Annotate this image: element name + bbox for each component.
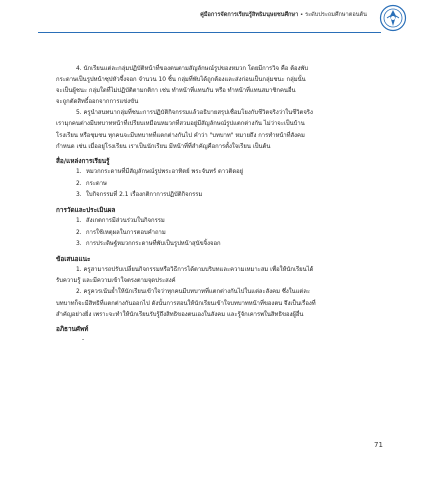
- header-title-sub: • ระดับประถมศึกษาตอนต้น: [298, 12, 367, 18]
- page-header: [0, 4, 427, 30]
- text-line: 1. ครูสามารถปรับเปลี่ยนกิจกรรมหรือวิธีการได้ตามบริบทและความเหมาะสม เพื่อให้นักเรียนได้: [76, 267, 314, 274]
- text-line: 5. ครูนำสนทนากลุ่มที่ชนะการปฏิบัติกิจกรรมแล้วอธิบายสรุปเชื่อมโยงกับชีวิตจริงว่าในชีวิตจริง: [76, 110, 313, 117]
- text-line: 4. นักเรียนแต่ละกลุ่มปฏิบัติหน้าที่ของตนตามสัญลักษณ์รูปของหมวก โดยมีการวิจ คือ ต้องพับ: [76, 66, 309, 72]
- glossary-heading: อภิธานศัพท์: [56, 324, 89, 333]
- header-title-main: คู่มือการจัดการเรียนรู้สิทธิมนุษยชนศึกษา: [200, 12, 299, 18]
- header-title: [200, 11, 367, 19]
- text-line: 2. ครูควรเน้นย้ำให้นักเรียนเข้าใจว่าทุกคนมีบทบาทที่แตกต่างกันไปในแต่ละสังคม ซึ่งในแต่ละ: [76, 289, 311, 296]
- activity-step-5: [56, 108, 376, 152]
- materials-heading: สื่อ/แหล่งการเรียนรู้: [56, 156, 110, 165]
- text-line: บทบาทก็จะมีสิทธิที่แตกต่างกันออกไป ดังนั้นการสอนให้นักเรียนเข้าใจบทบาทหน้าที่ของตน จึงเป็นเรื่องที่: [56, 300, 316, 307]
- suggestions-heading: ข้อเสนอแนะ: [56, 254, 91, 263]
- text-line: สำคัญอย่างยิ่ง เพราะจะทำให้นักเรียนรับรู้ถึงสิทธิของตนเองในสังคม และรู้จักเคารพในสิทธิของผู้อื่น: [56, 311, 304, 318]
- list-item: 2. กระดาษ: [76, 180, 107, 187]
- seal-logo-icon: [379, 4, 407, 32]
- suggestion-1: [56, 265, 376, 287]
- list-item: 2. การใช้เหตุผลในการตอบคำถาม: [76, 229, 166, 236]
- list-item: 1. สังเกตการมีส่วนร่วมในกิจกรรม: [76, 218, 165, 225]
- materials-list: [56, 167, 376, 202]
- activity-step-4: [56, 64, 376, 108]
- text-line: จะเป็นผู้ชนะ กลุ่มใดที่ไม่ปฏิบัติตามกติกา เช่น ทำหน้าที่แทนกัน หรือ ทำหน้าที่แทนสมาชิกคนอื่น: [56, 88, 296, 95]
- text-line: รับความรู้ และมีความเข้าใจตรงตามจุดประสงค์: [56, 278, 176, 285]
- text-line: กระดาษเป็นรูปหน้าซุปหัวจึ้งจอก จำนวน 10 ชิ้น กลุ่มที่พับได้ถูกต้องและส่งก่อนเป็นกลุ่มชนะ กลุ่มนั้น: [56, 77, 306, 84]
- text-line: จะถูกตัดสิทธิ์ออกจากการแข่งขัน: [56, 99, 139, 106]
- text-line: โรงเรียน หรือชุมชน ทุกคนจะมีบทบาทที่แตกต่างกันไป คำว่า "บทบาท" หมายถึง การทำหน้าที่สังคม: [56, 132, 305, 139]
- header-rule: [38, 32, 381, 33]
- list-item: 1. หมวกกระดาษที่มีสัญลักษณ์รูปพระอาทิตย์ พระจันทร์ ดาวติดอยู่: [76, 169, 244, 176]
- text-line: เรามุกคนต่างมีบทบาทหน้าที่เปรียบเหมือนหมวกที่สวมอยู่มีสัญลักษณ์รูปแตกต่างกัน ไม่ว่าจะเป็นบ้าน: [56, 121, 305, 128]
- evaluation-heading: การวัดและประเมินผล: [56, 205, 116, 214]
- list-item: 3. ใบกิจกรรมที่ 2.1 เรื่องกติกาการปฏิบัติกิจกรรม: [76, 192, 203, 199]
- glossary-placeholder: -: [82, 337, 85, 344]
- page-content: [56, 64, 376, 346]
- text-line: กำหนด เช่น เมื่ออยู่โรงเรียน เราเป็นนักเรียน มีหน้าที่ที่สำคัญคือการตั้งใจเรียน เป็นต้น: [56, 143, 271, 150]
- evaluation-list: [56, 216, 376, 251]
- page-number: 71: [374, 441, 383, 449]
- list-item: 3. การประดิษฐ์หมวกกระดาษที่พับเป็นรูปหน้าสุนัขจิ้งจอก: [76, 241, 221, 248]
- suggestion-2: [56, 287, 376, 320]
